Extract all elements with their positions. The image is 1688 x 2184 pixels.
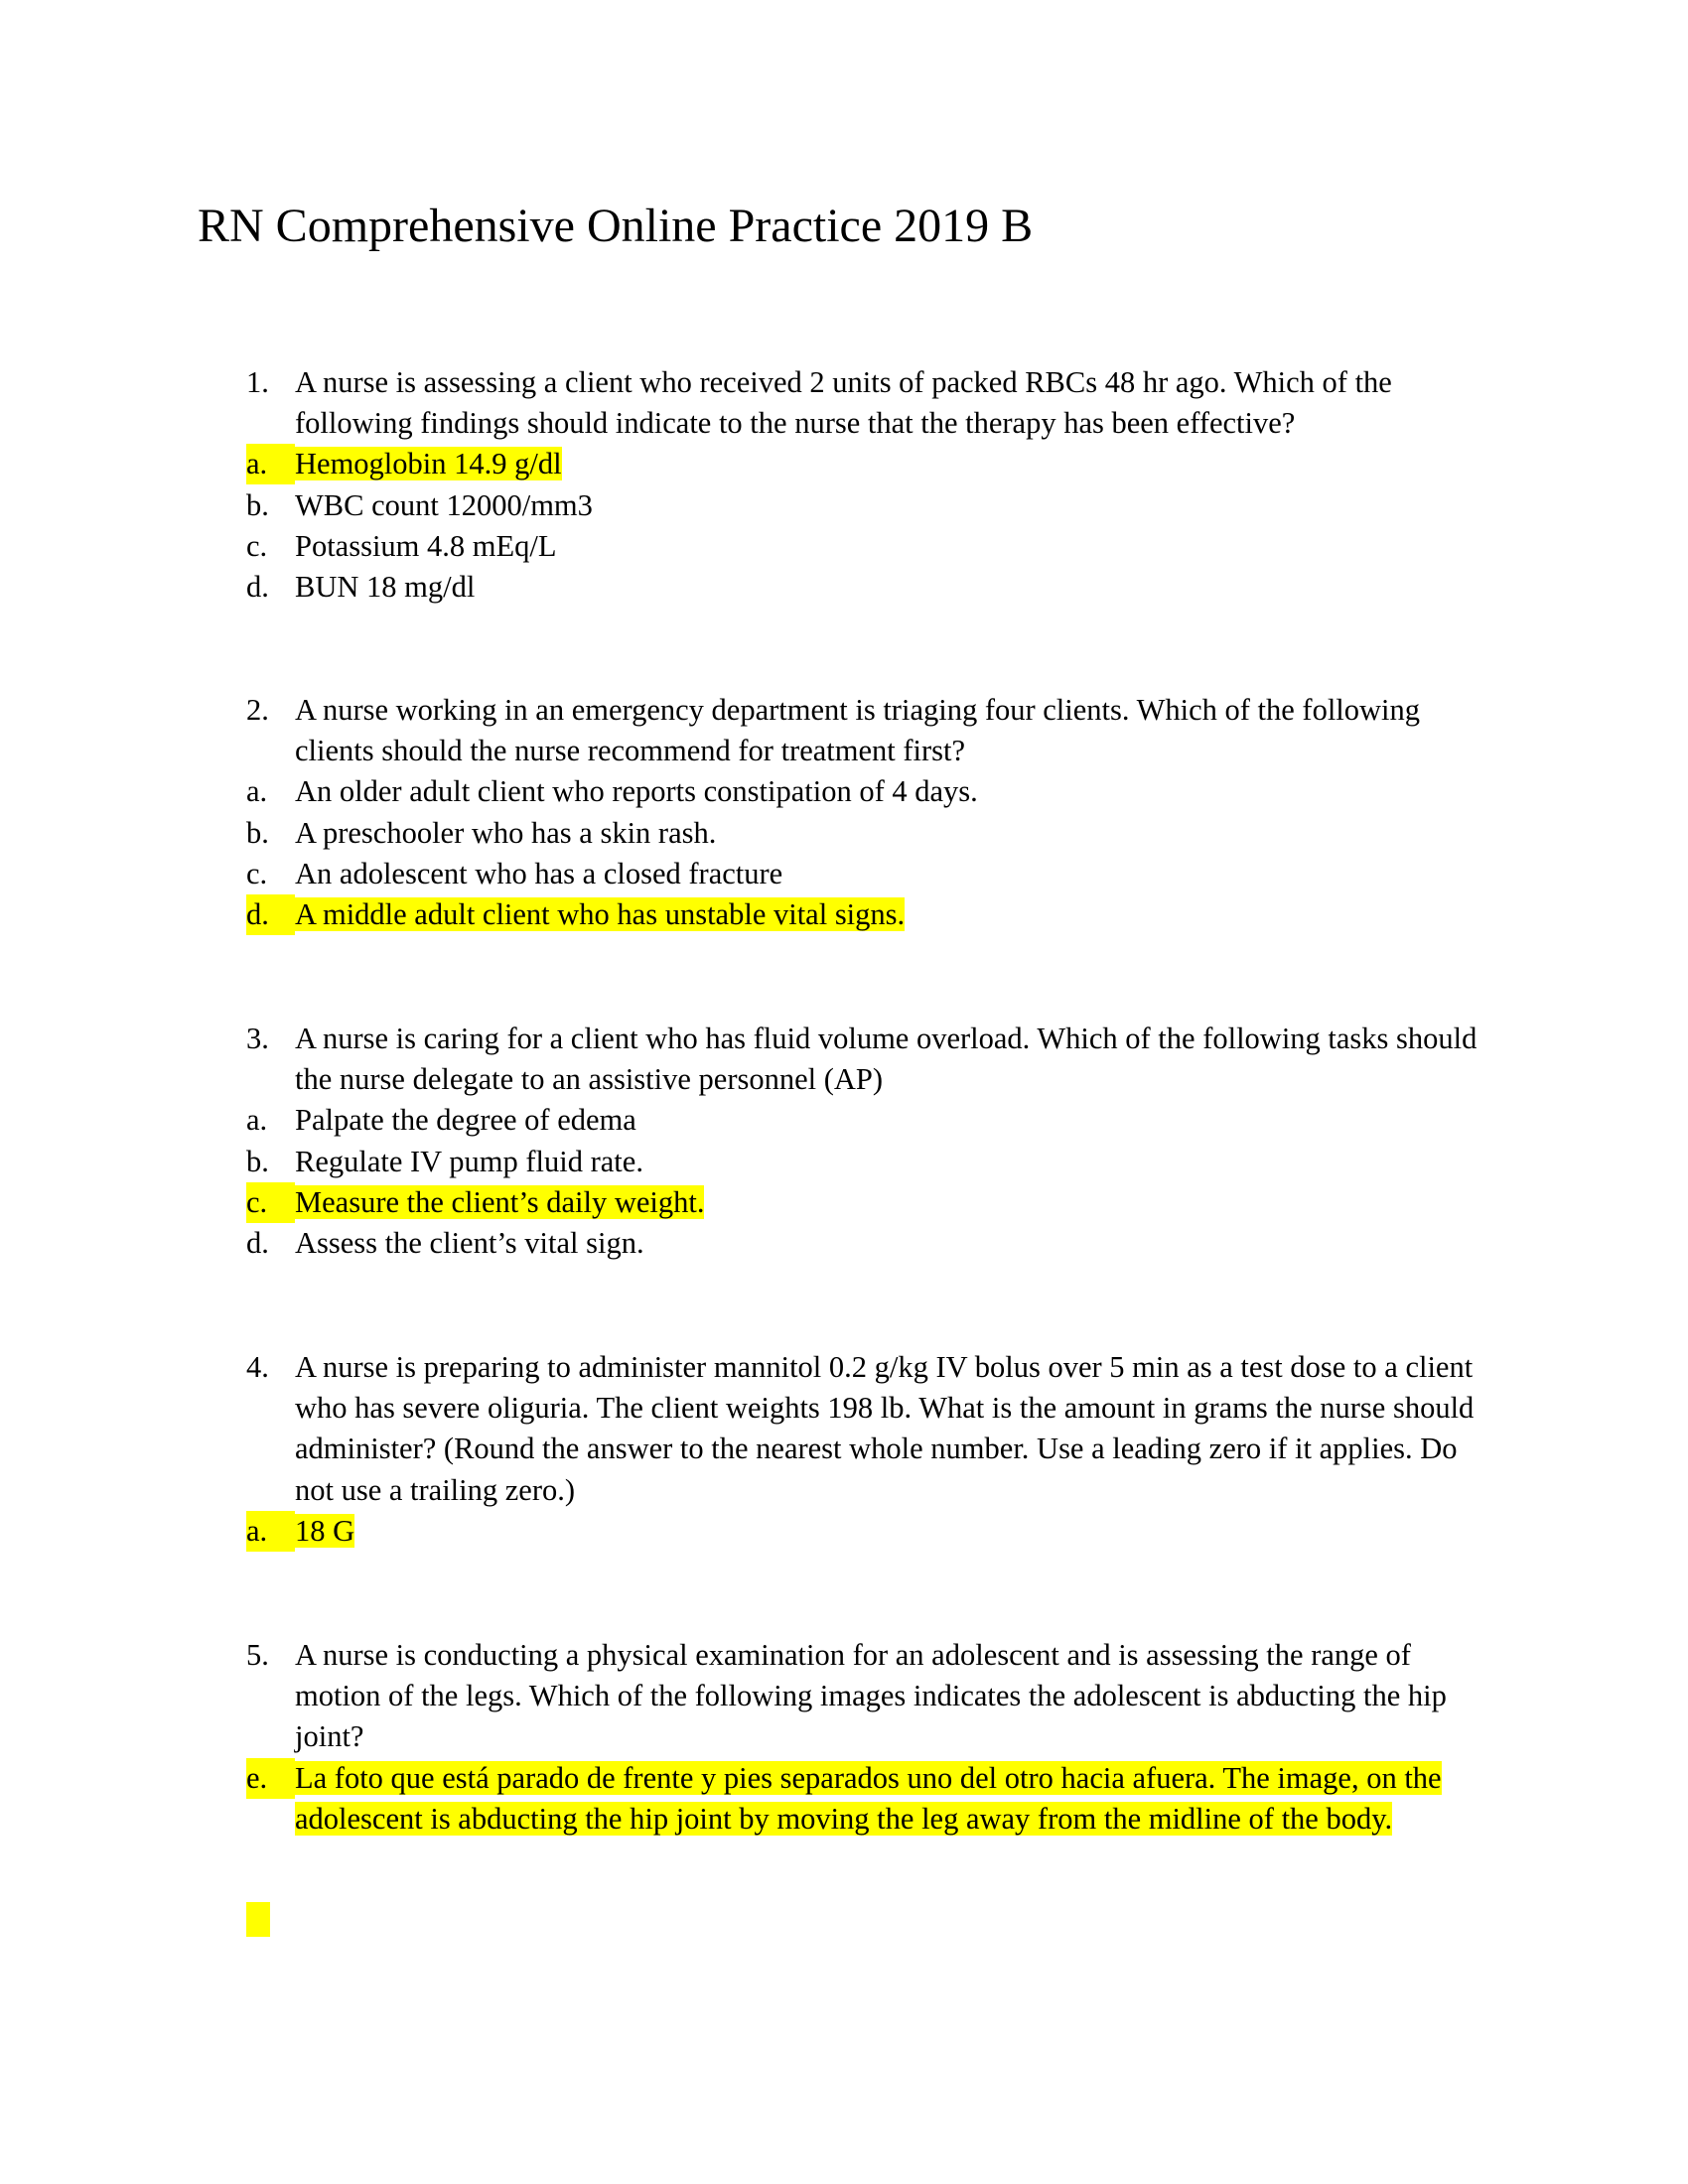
option-letter: c. — [246, 528, 268, 563]
option-text: Hemoglobin 14.9 g/dl — [295, 447, 562, 481]
option-text: Assess the client’s vital sign. — [295, 1226, 644, 1261]
option-letter: a. — [246, 1511, 295, 1552]
option-text: WBC count 12000/mm3 — [295, 487, 593, 522]
question-text: A nurse working in an emergency department is triaging four clients. Which of the following clients should the nurse recommend for treatment first? — [295, 693, 1421, 768]
option-text: Regulate IV pump fluid rate. — [295, 1144, 643, 1178]
answer-option — [246, 813, 1477, 854]
option-letter: d. — [246, 894, 295, 935]
question-text: A nurse is assessing a client who received 2 units of packed RBCs 48 hr ago. Which of the following findings should indicate to the nurse that the therapy has been effective? — [295, 365, 1392, 441]
option-text: A preschooler who has a skin rash. — [295, 815, 717, 850]
question-number: 1. — [246, 365, 269, 399]
option-text: An adolescent who has a closed fracture — [295, 856, 783, 890]
question-text: A nurse is conducting a physical examination for an adolescent and is assessing the range of motion of the legs. Which of the following images indicates the adolescent is abducting the hip joint? — [295, 1638, 1447, 1754]
question-number: 4. — [246, 1350, 269, 1384]
option-letter: e. — [246, 1758, 295, 1799]
question-1 — [246, 362, 1477, 608]
answer-option-highlighted — [246, 1511, 1477, 1552]
document-title: RN Comprehensive Online Practice 2019 B — [198, 200, 1034, 252]
option-text: La foto que está parado de frente y pies separados uno del otro hacia afuera. The image, on the adolescent is abducting the hip joint by moving the leg away from the midline of the body. — [295, 1760, 1442, 1836]
answer-option — [246, 1100, 1477, 1141]
option-letter: a. — [246, 774, 268, 809]
option-text: Measure the client’s daily weight. — [295, 1184, 705, 1219]
option-letter: a. — [246, 444, 295, 484]
answer-option — [246, 771, 1477, 812]
option-text: BUN 18 mg/dl — [295, 570, 476, 605]
question-number: 5. — [246, 1638, 269, 1672]
empty-highlight-mark — [246, 1902, 270, 1937]
question-5 — [246, 1635, 1477, 1840]
answer-option-highlighted — [246, 894, 1477, 935]
option-letter: a. — [246, 1103, 268, 1138]
question-stem — [246, 1347, 1477, 1511]
answer-option — [246, 485, 1477, 526]
answer-option-highlighted — [246, 1182, 1477, 1223]
option-text: A middle adult client who has unstable vital signs. — [295, 897, 906, 932]
option-letter: b. — [246, 487, 269, 522]
question-number: 3. — [246, 1022, 269, 1055]
option-text: Potassium 4.8 mEq/L — [295, 528, 557, 563]
answer-option-highlighted — [246, 1758, 1477, 1840]
question-4 — [246, 1347, 1477, 1552]
question-3 — [246, 1019, 1477, 1264]
question-stem — [246, 1635, 1477, 1758]
answer-option-highlighted — [246, 444, 1477, 484]
option-letter: b. — [246, 815, 269, 850]
option-text: 18 G — [295, 1513, 355, 1548]
option-letter: b. — [246, 1144, 269, 1178]
question-2 — [246, 690, 1477, 935]
answer-option — [246, 1223, 1477, 1264]
question-stem — [246, 362, 1477, 444]
question-text: A nurse is preparing to administer mannitol 0.2 g/kg IV bolus over 5 min as a test dose to a client who has severe oliguria. The client weights 198 lb. What is the amount in grams the nurse should administer? (Round the answer to the nearest whole number. Use a leading zero if it applies. Do not use a trailing zero.) — [295, 1350, 1475, 1507]
answer-option — [246, 526, 1477, 567]
option-letter: c. — [246, 1182, 295, 1223]
answer-option — [246, 854, 1477, 894]
answer-option — [246, 1142, 1477, 1182]
question-text: A nurse is caring for a client who has fluid volume overload. Which of the following tasks should the nurse delegate to an assistive personnel (AP) — [295, 1022, 1477, 1097]
option-letter: d. — [246, 570, 269, 605]
question-stem — [246, 690, 1477, 771]
question-number: 2. — [246, 693, 269, 727]
option-letter: c. — [246, 856, 268, 890]
option-text: Palpate the degree of edema — [295, 1103, 636, 1138]
option-letter: d. — [246, 1226, 269, 1261]
answer-option — [246, 567, 1477, 608]
option-text: An older adult client who reports constipation of 4 days. — [295, 774, 978, 809]
question-stem — [246, 1019, 1477, 1100]
